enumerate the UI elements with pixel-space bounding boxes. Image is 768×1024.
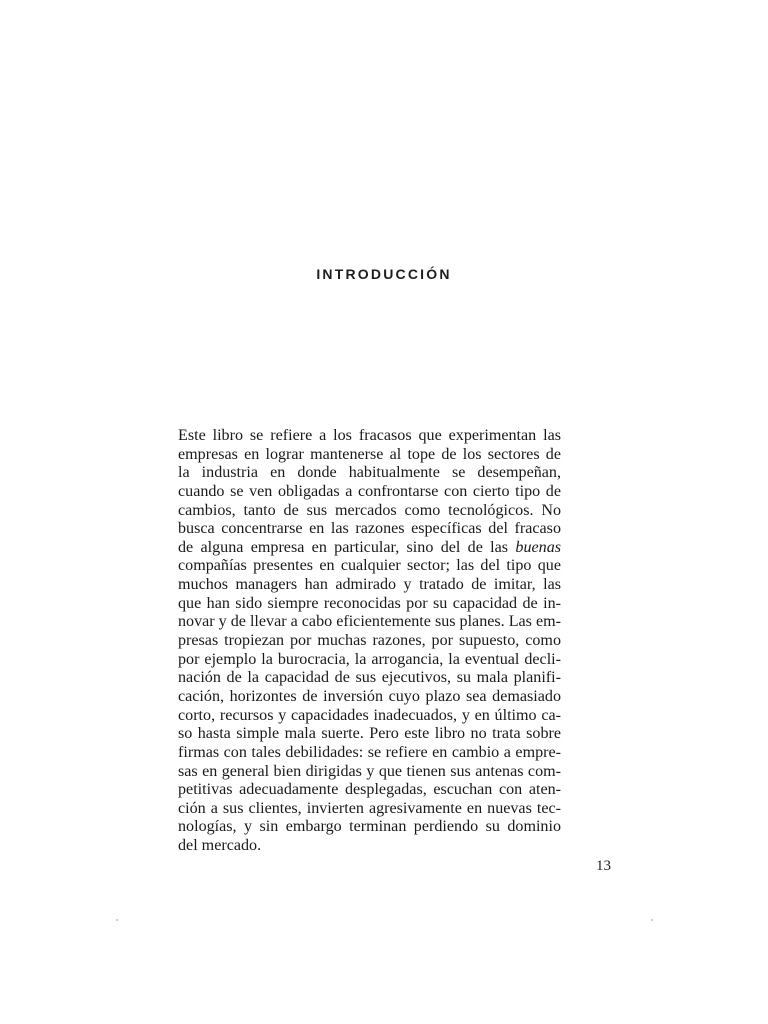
body-line: la industria en donde habitualmente se desempeñan, xyxy=(178,464,561,482)
body-line: presas tropiezan por muchas razones, por supuesto, como xyxy=(178,632,561,650)
body-line: cuando se ven obligadas a confrontarse con cierto tipo de xyxy=(178,482,561,500)
body-line: so hasta simple mala suerte. Pero este libro no trata sobre xyxy=(178,725,561,743)
body-line: Este libro se refiere a los fracasos que experimentan las xyxy=(178,427,561,444)
body-line: cación, horizontes de inversión cuyo plazo sea demasiado xyxy=(178,687,561,705)
body-line: empresas en lograr mantenerse al tope de los sectores de xyxy=(178,445,561,463)
body-line: ción a sus clientes, invierten agresivamente en nuevas tec- xyxy=(178,799,561,817)
body-line: corto, recursos y capacidades inadecuados, y en último ca- xyxy=(178,706,561,724)
body-line: firmas con tales debilidades: se refiere en cambio a empre- xyxy=(178,743,561,761)
body-line: sas en general bien dirigidas y que tienen sus antenas com- xyxy=(178,762,561,780)
body-line: cambios, tanto de sus mercados como tecnológicos. No xyxy=(178,501,561,519)
body-paragraph xyxy=(178,427,561,856)
body-line-last: del mercado. xyxy=(178,837,262,855)
body-line: por ejemplo la burocracia, la arrogancia, la eventual decli- xyxy=(178,650,561,668)
chapter-title: INTRODUCCIÓN xyxy=(316,266,452,282)
scan-speck xyxy=(651,919,653,921)
body-line: muchos managers han admirado y tratado de imitar, las xyxy=(178,576,561,594)
body-line: compañías presentes en cualquier sector; las del tipo que xyxy=(178,557,561,575)
body-line: petitivas adecuadamente desplegadas, escuchan con aten- xyxy=(178,781,561,799)
page-number: 13 xyxy=(596,858,611,874)
body-line-with-italic xyxy=(178,539,561,558)
body-line: que han sido siempre reconocidas por su capacidad de in- xyxy=(178,594,561,612)
body-line-text: de alguna empresa en particular, sino del de las xyxy=(178,538,509,556)
body-line: novar y de llevar a cabo eficientemente sus planes. Las em- xyxy=(178,613,561,631)
body-line: nologías, y sin embargo terminan perdiendo su dominio xyxy=(178,818,561,836)
scan-speck xyxy=(116,919,118,921)
body-line: nación de la capacidad de sus ejecutivos, su mala planifi- xyxy=(178,669,561,687)
italic-word: buenas xyxy=(515,538,561,556)
body-line: busca concentrarse en las razones específicas del fracaso xyxy=(178,520,561,538)
